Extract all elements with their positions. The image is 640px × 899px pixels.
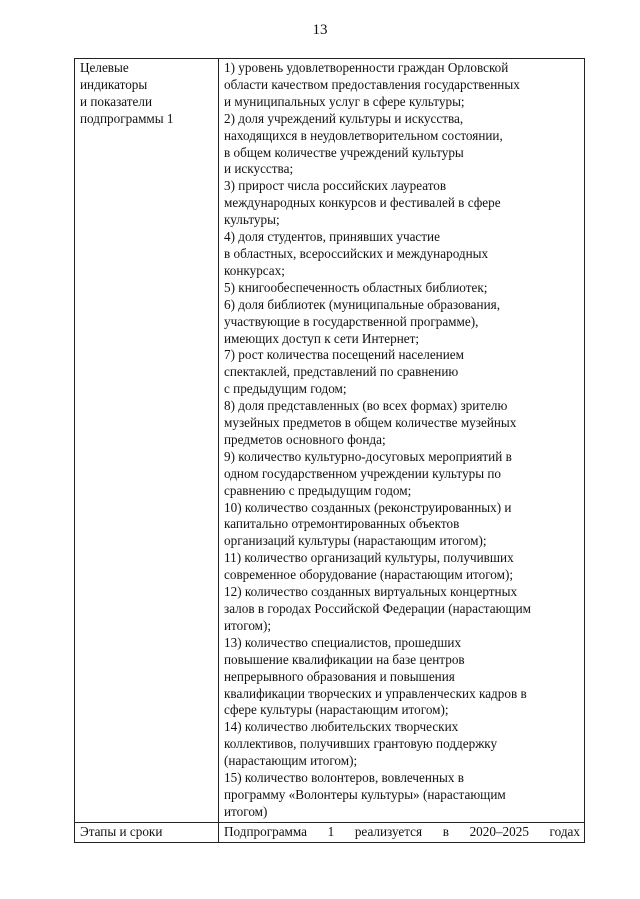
indicator-item <box>224 500 580 551</box>
row-label-cell <box>75 822 219 842</box>
indicator-line: повышение квалификации на базе центров <box>224 651 465 667</box>
row-label-line: подпрограммы 1 <box>80 110 174 126</box>
indicator-line: организаций культуры (нарастающим итогом); <box>224 533 487 549</box>
row-label-cell <box>75 59 219 823</box>
row-label-line: Этапы и сроки <box>80 823 163 839</box>
indicator-line: и муниципальных услуг в сфере культуры; <box>224 93 465 109</box>
indicator-line: квалификации творческих и управленческих кадров в <box>224 685 527 701</box>
indicator-line: непрерывного образования и повышения <box>224 668 455 684</box>
indicator-line: международных конкурсов и фестивалей в сфере <box>224 195 501 211</box>
indicator-line: сфере культуры (нарастающим итогом); <box>224 702 449 718</box>
indicator-line: 4) доля студентов, принявших участие <box>224 229 440 245</box>
row-label-line: Целевые <box>80 60 129 75</box>
indicator-line: залов в городах Российской Федерации (нарастающим <box>224 601 531 616</box>
indicator-line: 2) доля учреждений культуры и искусства, <box>224 110 464 126</box>
indicator-item <box>224 719 580 770</box>
indicator-line: и искусства; <box>224 161 294 177</box>
table-row <box>75 822 585 842</box>
indicator-item <box>224 584 580 635</box>
indicator-line: 13) количество специалистов, прошедших <box>224 634 462 650</box>
indicator-line: конкурсах; <box>224 262 285 278</box>
indicator-line: находящихся в неудовлетворительном состоянии, <box>224 127 503 143</box>
indicator-line: 1) уровень удовлетворенности граждан Орловской <box>224 60 509 75</box>
row-label-line: индикаторы <box>80 76 148 92</box>
indicator-item <box>224 229 580 280</box>
indicator-line: сравнению с предыдущим годом; <box>224 482 412 498</box>
indicator-line: итогом); <box>224 617 272 633</box>
indicator-line: программу «Волонтеры культуры» (нарастающим <box>224 786 506 802</box>
indicator-line: с предыдущим годом; <box>224 381 347 397</box>
indicator-line: 10) количество созданных (реконструированных) и <box>224 499 512 515</box>
indicator-line: капитально отремонтированных объектов <box>224 516 460 532</box>
indicator-line: 5) книгообеспеченность областных библиотек; <box>224 279 488 295</box>
indicator-item <box>224 550 580 584</box>
indicator-line: 7) рост количества посещений населением <box>224 347 464 363</box>
indicator-line: музейных предметов в общем количестве музейных <box>224 415 517 431</box>
indicator-item <box>224 280 580 297</box>
indicator-item <box>224 297 580 348</box>
stages-text: Подпрограмма 1 реализуется в 2020–2025 годах <box>224 823 580 839</box>
indicator-item <box>224 178 580 229</box>
indicator-line: 15) количество волонтеров, вовлеченных в <box>224 770 465 786</box>
indicator-line: 12) количество созданных виртуальных концертных <box>224 584 518 600</box>
indicator-item <box>224 398 580 449</box>
indicator-item <box>224 347 580 398</box>
indicator-line: культуры; <box>224 212 280 228</box>
table-row <box>75 59 585 823</box>
indicator-item <box>224 635 580 720</box>
indicator-line: современное оборудование (нарастающим итогом); <box>224 567 514 583</box>
indicator-item <box>224 111 580 179</box>
indicator-line: области качеством предоставления государственных <box>224 76 520 92</box>
indicator-line: 3) прирост числа российских лауреатов <box>224 178 447 194</box>
indicator-line: итогом) <box>224 803 268 819</box>
program-passport-table <box>74 58 585 843</box>
indicator-line: 8) доля представленных (во всех формах) зрителю <box>224 398 508 414</box>
indicator-line: 9) количество культурно-досуговых мероприятий в <box>224 448 512 464</box>
indicator-item <box>224 770 580 821</box>
indicators-list-cell <box>219 59 585 823</box>
indicator-line: спектаклей, представлений по сравнению <box>224 364 459 380</box>
indicator-line: в общем количестве учреждений культуры <box>224 144 464 160</box>
indicator-line: коллективов, получивших грантовую поддержку <box>224 736 498 752</box>
indicator-line: (нарастающим итогом); <box>224 753 358 769</box>
indicator-line: 14) количество любительских творческих <box>224 719 459 735</box>
indicator-line: в областных, всероссийских и международных <box>224 245 489 261</box>
indicator-item <box>224 60 580 111</box>
stages-cell <box>219 822 585 842</box>
indicator-line: 11) количество организаций культуры, получивших <box>224 550 514 566</box>
indicator-line: предметов основного фонда; <box>224 431 386 447</box>
row-label-line: и показатели <box>80 93 153 109</box>
indicator-item <box>224 449 580 500</box>
indicator-line: одном государственном учреждении культуры по <box>224 465 502 481</box>
indicator-line: имеющих доступ к сети Интернет; <box>224 330 420 346</box>
indicator-line: 6) доля библиотек (муниципальные образования, <box>224 296 500 312</box>
page-number: 13 <box>312 22 328 38</box>
indicator-line: участвующие в государственной программе), <box>224 313 479 329</box>
